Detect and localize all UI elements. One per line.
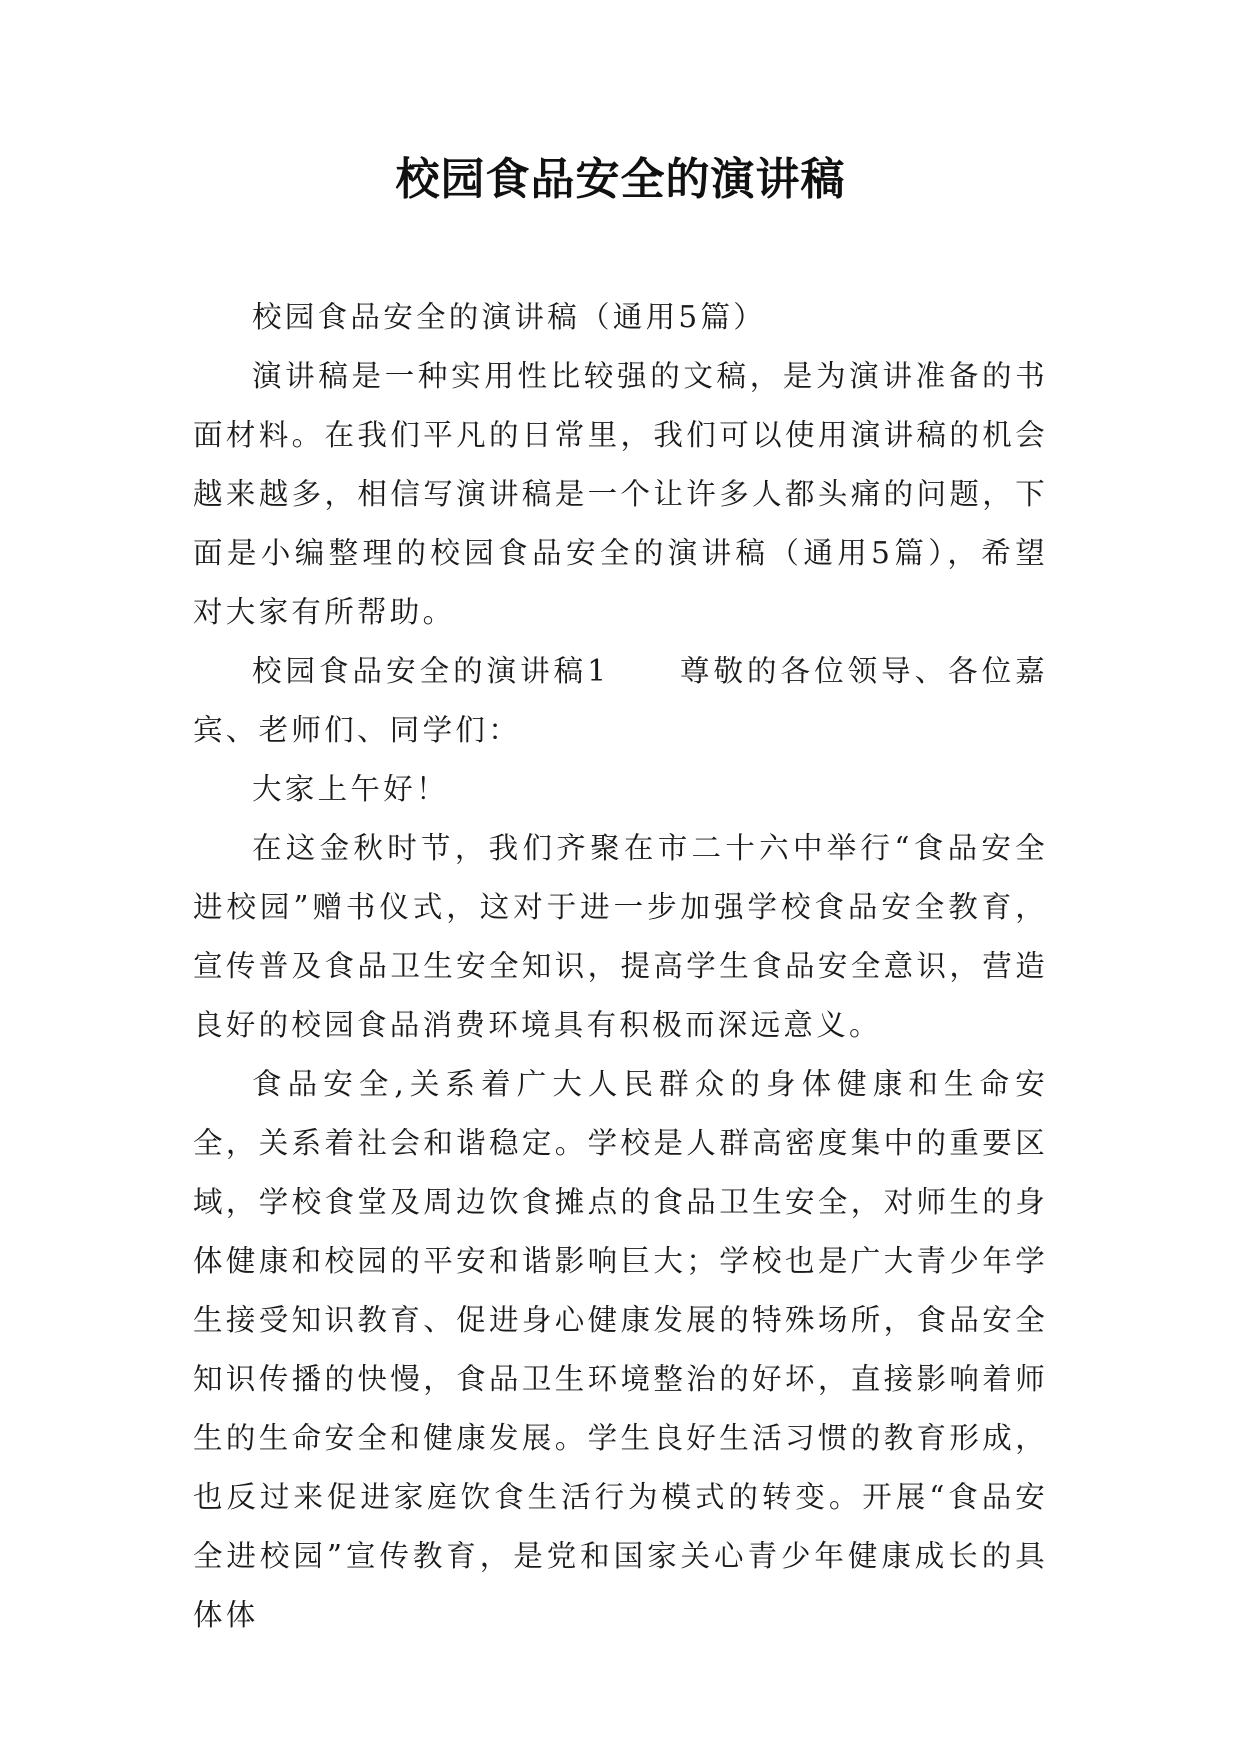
intro-heading-paragraph: 校园食品安全的演讲稿（通用5篇） [252,300,767,334]
speech-1-salutation: 尊敬的各位领导、各位嘉宾、老师们、同学们： [193,654,1048,747]
speech-1-opening-paragraph [193,642,1048,760]
speech-1-heading: 校园食品安全的演讲稿1 [252,654,610,688]
document-title: 校园食品安全的演讲稿 [395,154,846,205]
intro-paragraph: 演讲稿是一种实用性比较强的文稿，是为演讲准备的书面材料。在我们平凡的日常里，我们可以使用演讲稿的机会越来越多，相信写演讲稿是一个让许多人都头痛的问题，下面是小编整理的校园食品安全的演讲稿（通用5篇），希望对大家有所帮助。 [193,359,1048,629]
body-paragraph-2: 食品安全,关系着广大人民群众的身体健康和生命安全，关系着社会和谐稳定。学校是人群高密度集中的重要区域，学校食堂及周边饮食摊点的食品卫生安全，对师生的身体健康和校园的平安和谐影响巨大；学校也是广大青少年学生接受知识教育、促进身心健康发展的特殊场所，食品安全知识传播的快慢，食品卫生环境整治的好坏，直接影响着师生的生命安全和健康发展。学生良好生活习惯的教育形成，也反过来促进家庭饮食生活行为模式的转变。开展“食品安全进校园”宣传教育，是党和国家关心青少年健康成长的具体体 [193,1067,1048,1632]
body-paragraph-1: 在这金秋时节，我们齐聚在市二十六中举行“食品安全进校园”赠书仪式，这对于进一步加强学校食品安全教育，宣传普及食品卫生安全知识，提高学生食品安全意识，营造良好的校园食品消费环境具有积极而深远意义。 [193,831,1048,1042]
document-body [193,288,1048,1645]
greeting-paragraph: 大家上午好！ [252,772,449,806]
